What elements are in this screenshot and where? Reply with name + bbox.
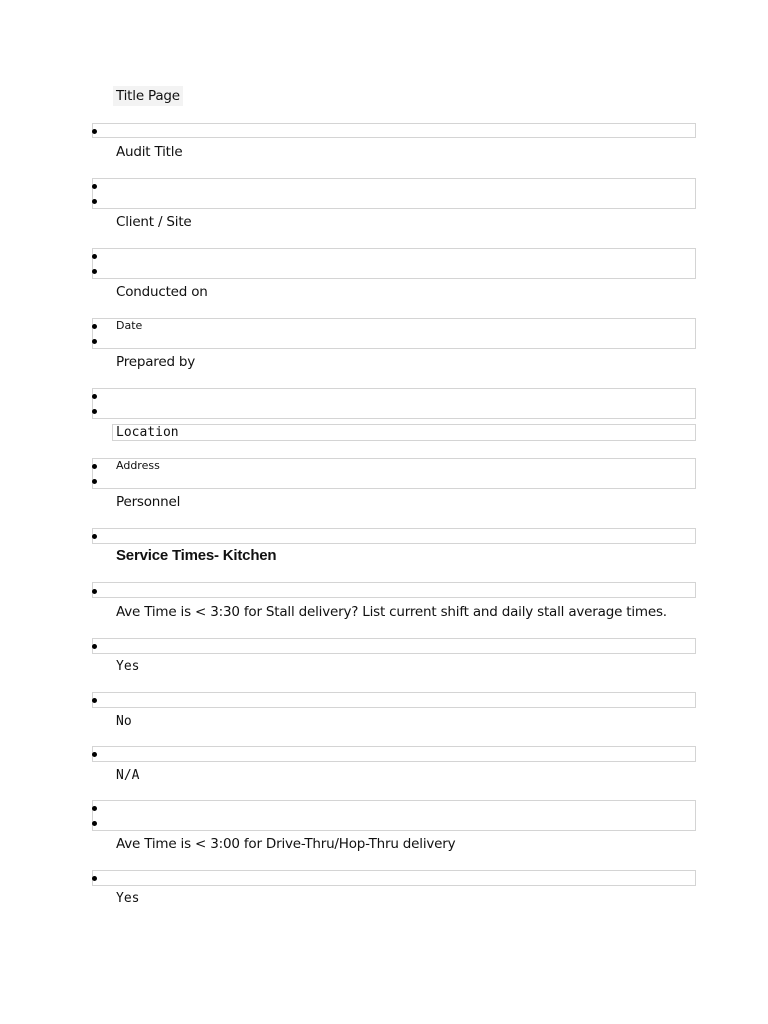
q1-option-na[interactable]: N/A (116, 768, 140, 783)
personnel-label: Personnel (116, 494, 181, 510)
q1-option-yes-field[interactable] (92, 692, 696, 708)
personnel-field[interactable] (92, 528, 696, 544)
question-1-text: Ave Time is < 3:30 for Stall delivery? List current shift and daily stall average times. (116, 604, 667, 620)
prepared-by-label: Prepared by (116, 354, 196, 370)
bullet (92, 876, 97, 881)
title-page-field[interactable] (92, 123, 696, 138)
bullet (92, 821, 97, 826)
bullet (92, 129, 97, 134)
bullet (92, 199, 97, 204)
bullet (92, 339, 97, 344)
bullet (92, 269, 97, 274)
bullet (92, 184, 97, 189)
audit-title-field[interactable] (92, 178, 696, 209)
bullet (92, 394, 97, 399)
bullet (92, 752, 97, 757)
question-1-field[interactable] (92, 638, 696, 654)
q2-option-yes[interactable]: Yes (116, 891, 140, 906)
location-field[interactable] (92, 458, 696, 489)
question-2-field[interactable] (92, 870, 696, 886)
conducted-on-label: Conducted on (116, 284, 208, 300)
bullet (92, 644, 97, 649)
bullet (92, 324, 97, 329)
question-2-text: Ave Time is < 3:00 for Drive-Thru/Hop-Thru delivery (116, 836, 456, 852)
location-label: Location (116, 425, 179, 440)
audit-title-label: Audit Title (116, 144, 183, 160)
bullet (92, 806, 97, 811)
bullet (92, 534, 97, 539)
title-page-label: Title Page (113, 86, 183, 106)
date-label: Date (116, 319, 143, 332)
address-label: Address (116, 459, 160, 472)
bullet (92, 698, 97, 703)
bullet (92, 479, 97, 484)
q1-option-na-field[interactable] (92, 800, 696, 831)
section-field[interactable] (92, 582, 696, 598)
prepared-by-field[interactable] (92, 388, 696, 419)
conducted-on-field[interactable] (92, 318, 696, 349)
section-heading: Service Times- Kitchen (116, 547, 277, 564)
bullet (92, 254, 97, 259)
bullet (92, 589, 97, 594)
bullet (92, 464, 97, 469)
client-site-label: Client / Site (116, 214, 192, 230)
q1-option-yes[interactable]: Yes (116, 659, 140, 674)
location-box (112, 424, 696, 441)
q1-option-no[interactable]: No (116, 714, 132, 729)
client-site-field[interactable] (92, 248, 696, 279)
q1-option-no-field[interactable] (92, 746, 696, 762)
bullet (92, 409, 97, 414)
